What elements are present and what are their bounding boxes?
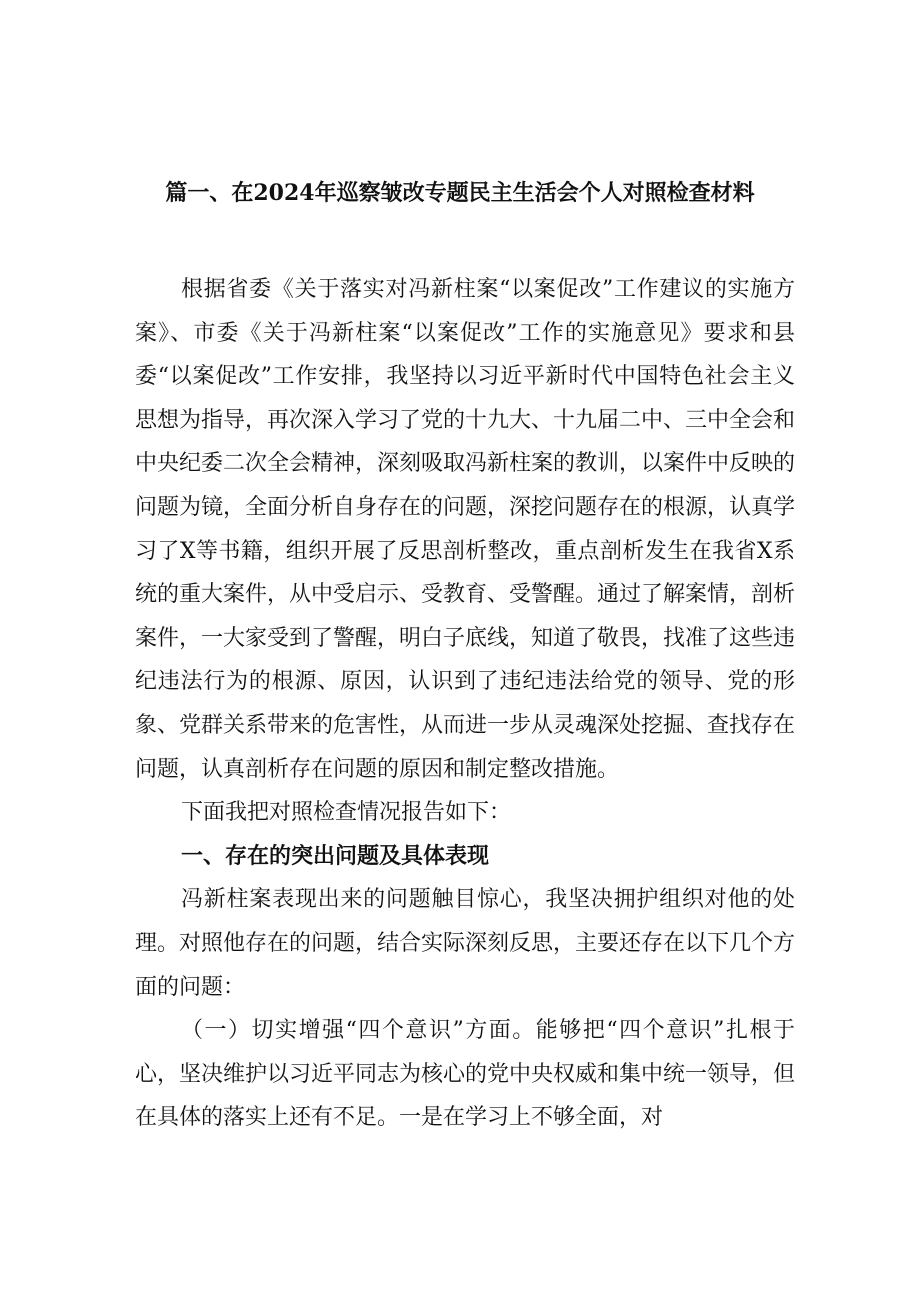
paragraph-intro: 根据省委《关于落实对冯新柱案“以案促改”工作建议的实施方案》、市委《关于冯新柱案“以案促改”工作的实施意见》要求和县委“以案促改”工作安排，我坚持以习近平新时代中国特色社会主义思想为指导，再次深入学习了党的十九大、十九届二中、三中全会和中央纪委二次全会精神，深刻吸取冯新柱案的教训，以案件中反映的问题为镜，全面分析自身存在的问题，深挖问题存在的根源，认真学习了X等书籍，组织开展了反思剖析整改，重点剖析发生在我省X系统的重大案件，从中受启示、受教育、受警醒。通过了解案情，剖析案件，一大家受到了警醒，明白子底线，知道了敬畏，找准了这些违纪违法行为的根源、原因，认识到了违纪违法给党的领导、党的形象、党群关系带来的危害性，从而进一步从灵魂深处挖掘、查找存在问题，认真剖析存在问题的原因和制定整改措施。 [135, 277, 796, 782]
paragraph-problems-intro: 冯新柱案表现出来的问题触目惊心，我坚决拥护组织对他的处理。对照他存在的问题，结合实际深刻反思，主要还存在以下几个方面的问题： [135, 887, 796, 1000]
paragraph-report-lead: 下面我把对照检查情况报告如下： [181, 800, 512, 826]
section-heading-problems: 一、存在的突出问题及具体表现 [181, 842, 490, 869]
paragraph-four-consciousness: （一）切实增强“四个意识”方面。能够把“四个意识”扎根于心，坚决维护以习近平同志为核心的党中央权威和集中统一领导，但在具体的落实上还有不足。一是在学习上不够全面，对 [135, 1018, 796, 1131]
document-body [135, 268, 795, 1140]
document-title: 篇一、在2024年巡察皱改专题民主生活会个人对照检查材料 [165, 180, 755, 206]
